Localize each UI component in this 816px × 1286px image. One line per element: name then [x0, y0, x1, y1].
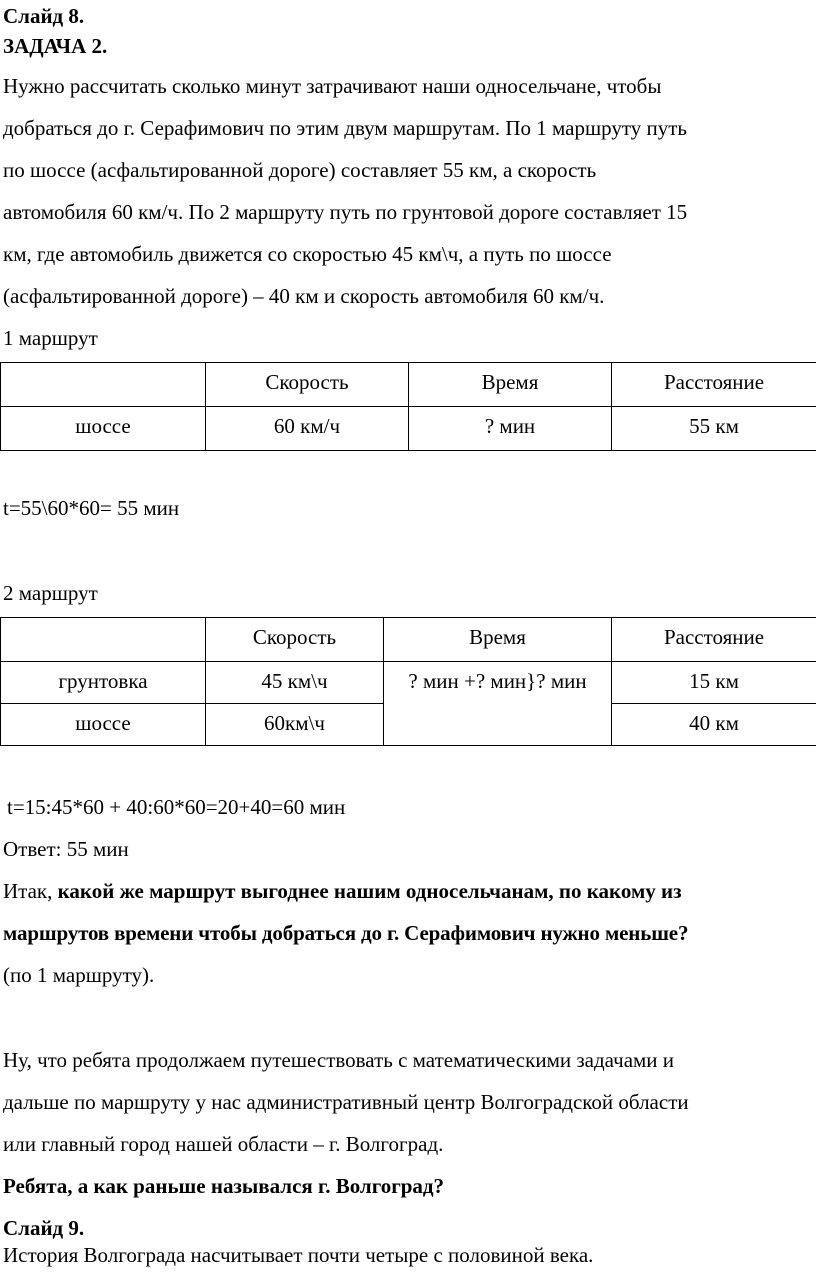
problem-line: (асфальтированной дороге) – 40 км и скорость автомобиля 60 км/ч.	[3, 284, 605, 308]
continue-line: или главный город нашей области – г. Волгоград.	[3, 1132, 444, 1156]
header-cell-speed: Скорость	[206, 363, 409, 407]
cell-road-type: шоссе	[1, 407, 206, 451]
route-1-formula: t=55\60*60= 55 мин	[3, 496, 180, 520]
table-row	[1, 407, 816, 451]
continue-line: дальше по маршруту у нас административный центр Волгоградской области	[3, 1090, 689, 1114]
cell-speed: 60км\ч	[206, 704, 384, 746]
continue-line: Ну, что ребята продолжаем путешествовать с математическими задачами и	[3, 1048, 675, 1072]
conclusion-question-part-2: маршрутов времени чтобы добраться до г. Серафимович нужно меньше?	[3, 921, 689, 945]
problem-line: автомобиля 60 км/ч. По 2 маршруту путь по грунтовой дороге составляет 15	[3, 200, 688, 224]
slide-8-label: Слайд 8.	[3, 4, 85, 28]
route-1-title: 1 маршрут	[3, 326, 98, 350]
table-header-row	[1, 618, 816, 662]
header-cell-time: Время	[409, 363, 612, 407]
route-1-table	[0, 362, 816, 451]
conclusion-answer: (по 1 маршруту).	[3, 963, 155, 987]
continue-text	[3, 1039, 815, 1165]
header-cell-speed: Скорость	[206, 618, 384, 662]
table-header-row	[1, 363, 816, 407]
cell-time-merged: ? мин +? мин}? мин	[384, 662, 612, 746]
cell-speed: 45 км\ч	[206, 662, 384, 704]
task-label: ЗАДАЧА 2.	[3, 34, 108, 58]
problem-text	[3, 65, 815, 317]
problem-line: по шоссе (асфальтированной дороге) составляет 55 км, а скорость	[3, 158, 597, 182]
question-text: Ребята, а как раньше назывался г. Волгоград?	[3, 1174, 445, 1198]
problem-line: Нужно рассчитать сколько минут затрачивают наши односельчане, чтобы	[3, 74, 662, 98]
cell-road-type: шоссе	[1, 704, 206, 746]
answer-text: Ответ: 55 мин	[3, 837, 129, 861]
cell-distance: 55 км	[612, 407, 816, 451]
conclusion-text	[3, 870, 815, 996]
header-cell-empty	[1, 618, 206, 662]
cell-road-type: грунтовка	[1, 662, 206, 704]
slide-9-text: История Волгограда насчитывает почти четыре с половиной века.	[3, 1243, 594, 1267]
header-cell-distance: Расстояние	[612, 363, 816, 407]
cell-speed: 60 км/ч	[206, 407, 409, 451]
slide-9-label: Слайд 9.	[3, 1216, 85, 1240]
conclusion-lead: Итак,	[3, 879, 58, 903]
conclusion-question-part-1: какой же маршрут выгоднее нашим односельчанам, по какому из	[57, 879, 682, 903]
cell-distance: 15 км	[612, 662, 816, 704]
route-2-title: 2 маршрут	[3, 581, 98, 605]
cell-time: ? мин	[409, 407, 612, 451]
header-cell-distance: Расстояние	[612, 618, 816, 662]
cell-distance: 40 км	[612, 704, 816, 746]
problem-line: добраться до г. Серафимович по этим двум маршрутам. По 1 маршруту путь	[3, 116, 687, 140]
route-2-formula: t=15:45*60 + 40:60*60=20+40=60 мин	[7, 795, 346, 819]
table-row	[1, 662, 816, 704]
header-cell-empty	[1, 363, 206, 407]
route-2-table	[0, 617, 816, 746]
header-cell-time: Время	[384, 618, 612, 662]
problem-line: км, где автомобиль движется со скоростью 45 км\ч, а путь по шоссе	[3, 242, 612, 266]
